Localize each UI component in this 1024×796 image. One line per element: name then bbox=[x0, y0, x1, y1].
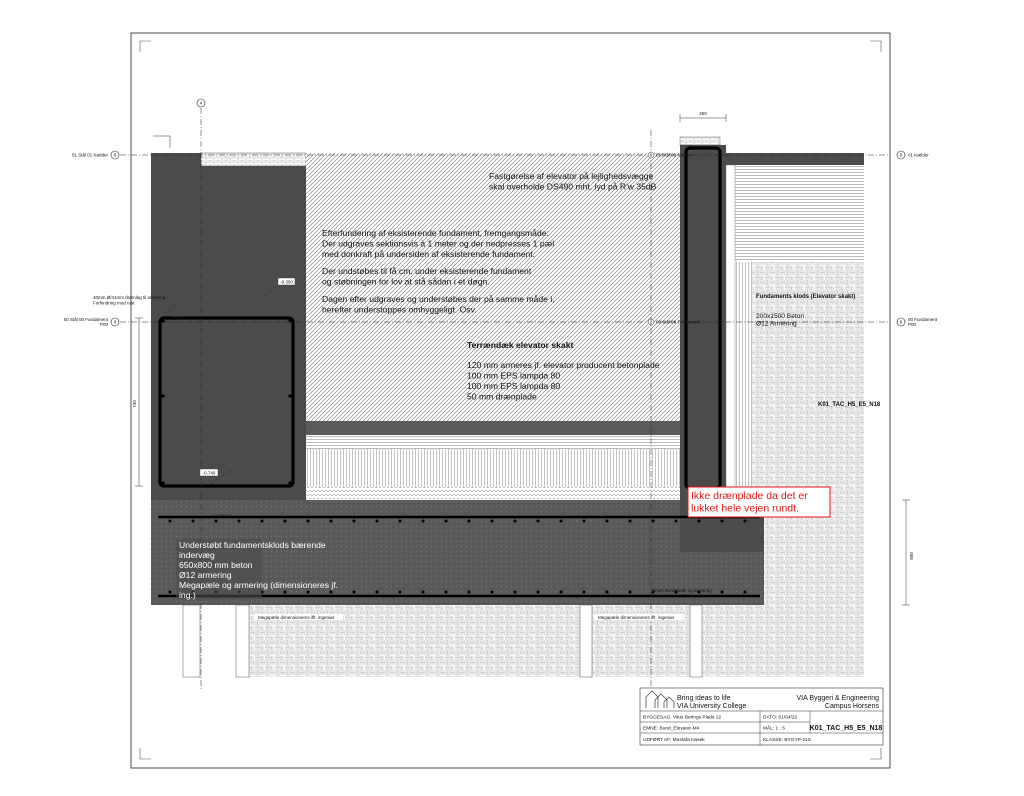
rebar-dot bbox=[491, 520, 494, 523]
rebar-dot bbox=[353, 591, 356, 594]
shaft-wall-top bbox=[680, 137, 720, 145]
note-pipe-left: 40mm Ø/41mm drænlag til armering bbox=[93, 295, 166, 300]
rebar-dot bbox=[261, 520, 264, 523]
rebar-dot bbox=[491, 591, 494, 594]
title-date: DATO: 01/04/22 bbox=[763, 715, 798, 721]
rebar-dot bbox=[399, 591, 402, 594]
note-elevator-fixing: Fastgørelse af elevator på lejlighedsvægge skal overholde DS490 mht. lyd på R'w 35dB bbox=[489, 171, 657, 192]
rebar-dot bbox=[629, 520, 632, 523]
rebar-dot bbox=[652, 520, 655, 523]
wall-layers-right bbox=[726, 165, 864, 262]
rebar-dot bbox=[675, 520, 678, 523]
title-subject: EMNE: Bund_Elevator-M4 bbox=[643, 726, 700, 732]
level-marker-left-top bbox=[72, 151, 119, 159]
dimension-right-vertical: 800 bbox=[909, 552, 914, 560]
grid-label: 4 bbox=[199, 100, 203, 106]
note-block-lines: 200x1500 Beton Ø12 Armering bbox=[756, 313, 805, 328]
rebar-dot bbox=[445, 520, 448, 523]
note-floor-layers: 120 mm armeres jf. elevator producent betonplade 100 mm EPS lampda 80 100 mm EPS lampda 80 50 mm drænplade bbox=[467, 360, 660, 402]
level-label: 01 Kælder bbox=[908, 152, 929, 158]
rebar-dot bbox=[330, 520, 333, 523]
title-class: KLASSE: BYGYP-21S bbox=[763, 738, 811, 743]
level-sublabel: P00 bbox=[99, 322, 108, 327]
rebar-dot bbox=[698, 520, 701, 523]
note-pile-left: Megapæle dimensioneres iflt. ingeniør bbox=[258, 615, 335, 620]
note-floor-title: Terrændæk elevator skakt bbox=[467, 340, 574, 350]
rebar-dot bbox=[744, 520, 747, 523]
rebar-dot bbox=[583, 591, 586, 594]
rebar-dot bbox=[422, 591, 425, 594]
section-reference: K01_TAC_H5_E5_N18 bbox=[818, 402, 881, 408]
title-org-2: Campus Horsens bbox=[824, 703, 879, 710]
rebar-dot bbox=[284, 591, 287, 594]
note-understopped: Understøbt fundamentsklods bærende indervæg 650x800 mm beton Ø12 armering Megapæle og armering (dimensioneres jf. ing.) bbox=[179, 540, 339, 600]
title-org-1: VIA Byggeri & Engineering bbox=[796, 695, 879, 702]
rebar-dot bbox=[284, 520, 287, 523]
rebar-dot bbox=[606, 520, 609, 523]
rebar-dot bbox=[215, 520, 218, 523]
dimension-top-width: 250 bbox=[699, 111, 707, 116]
grid-label: 0 bbox=[899, 319, 903, 325]
title-drawing-id: K01_TAC_H5_E5_N18 bbox=[809, 725, 883, 732]
grid-label: 0 bbox=[899, 152, 903, 158]
title-building: BYGGESAG: Vitus Berings Plads 12 bbox=[643, 715, 722, 721]
rebar-dot bbox=[744, 591, 747, 594]
rebar-dot bbox=[422, 520, 425, 523]
floor-eps-1 bbox=[306, 435, 680, 449]
level-marker-right-top bbox=[897, 151, 929, 159]
rebar-dot bbox=[238, 520, 241, 523]
level-marker-right-mid bbox=[897, 317, 938, 327]
grid-label: 0 bbox=[113, 152, 117, 158]
rebar-dot bbox=[376, 520, 379, 523]
floor-slab bbox=[306, 421, 680, 435]
rebar-dot bbox=[629, 591, 632, 594]
review-comment: Ikke drænplade da det er lukket hele vejen rundt. bbox=[691, 490, 808, 515]
rebar-dot bbox=[353, 520, 356, 523]
rebar-dot bbox=[330, 591, 333, 594]
rebar-dot bbox=[560, 520, 563, 523]
note-pipe-left-2: Forhindring mod rust bbox=[93, 300, 135, 306]
rebar-dot bbox=[376, 591, 379, 594]
rebar-dot bbox=[169, 591, 172, 594]
level-label: 00 Stål 00 Fundament bbox=[63, 317, 108, 322]
rebar-dot bbox=[445, 591, 448, 594]
rebar-dot bbox=[560, 591, 563, 594]
rebar-dot bbox=[468, 591, 471, 594]
grid-label: 0 bbox=[649, 152, 653, 158]
grid-label: 0 bbox=[113, 319, 117, 325]
level-mark-lower: -0.740 bbox=[202, 470, 216, 476]
dimension-left-vertical: 730 bbox=[132, 400, 137, 408]
note-pile-right: Megapæle dimensioneres iflt. ingeniør bbox=[598, 615, 675, 620]
title-slogan-1: Bring ideas to life bbox=[677, 695, 731, 702]
rebar-dot bbox=[721, 591, 724, 594]
rebar-dot bbox=[514, 591, 517, 594]
level-label: 01 Stål 01 Kælder bbox=[656, 152, 693, 158]
level-marker-left-mid bbox=[64, 316, 119, 327]
level-label: 00 Fundament bbox=[908, 317, 938, 322]
rebar-dot bbox=[721, 520, 724, 523]
rebar-dot bbox=[307, 591, 310, 594]
rebar-dot bbox=[307, 520, 310, 523]
existing-foundation bbox=[151, 166, 306, 500]
floor-eps-2 bbox=[306, 449, 680, 487]
rebar-dot bbox=[399, 520, 402, 523]
rebar-dot bbox=[468, 520, 471, 523]
title-slogan-2: VIA University College bbox=[677, 703, 747, 710]
grid-label: 2 bbox=[649, 319, 653, 325]
floor-drain-layer bbox=[306, 487, 680, 499]
rebar-dot bbox=[192, 520, 195, 523]
rebar-dot bbox=[514, 520, 517, 523]
rebar-dot bbox=[537, 520, 540, 523]
level-label: 00 Stål 00 Fundament bbox=[656, 319, 701, 325]
level-label: 01 Stål 01 Kælder bbox=[71, 152, 108, 158]
level-sublabel: P00 bbox=[908, 322, 917, 327]
rebar-dot bbox=[606, 591, 609, 594]
note-base-plate: Beton Bundplade og armering dimensioneres iflt. ingeniør bbox=[652, 588, 712, 599]
grid-bubble-top bbox=[197, 99, 205, 107]
note-block-title: Fundaments klods (Elevator skakt) bbox=[756, 294, 856, 300]
rebar-dot bbox=[169, 520, 172, 523]
shaft-cavity bbox=[726, 165, 735, 500]
title-made-by: UDFØRT AF: Mustafa Hasek bbox=[643, 738, 705, 743]
title-scale: MÅL: 1 : 5 bbox=[763, 726, 785, 732]
note-underpinning: Efterfundering af eksisterende fundament, fremgangsmåde: Der udgraves sektionsvis à 1 meter og der nedpresses 1 pæl med donkraft på undersiden af eksisterende fundament. Der undstøbes til få cm. under eksisterende fundament og støbningen for lov at stå sådan i et døgn. Dagen efter udgraves og understøbes der på samme måde i, herefter understoppes omhyggeligt. Osv. bbox=[322, 228, 555, 315]
level-mark-upper: -0.300 bbox=[280, 279, 293, 285]
rebar-dot bbox=[537, 591, 540, 594]
insulation-right bbox=[735, 262, 752, 497]
rebar-dot bbox=[583, 520, 586, 523]
